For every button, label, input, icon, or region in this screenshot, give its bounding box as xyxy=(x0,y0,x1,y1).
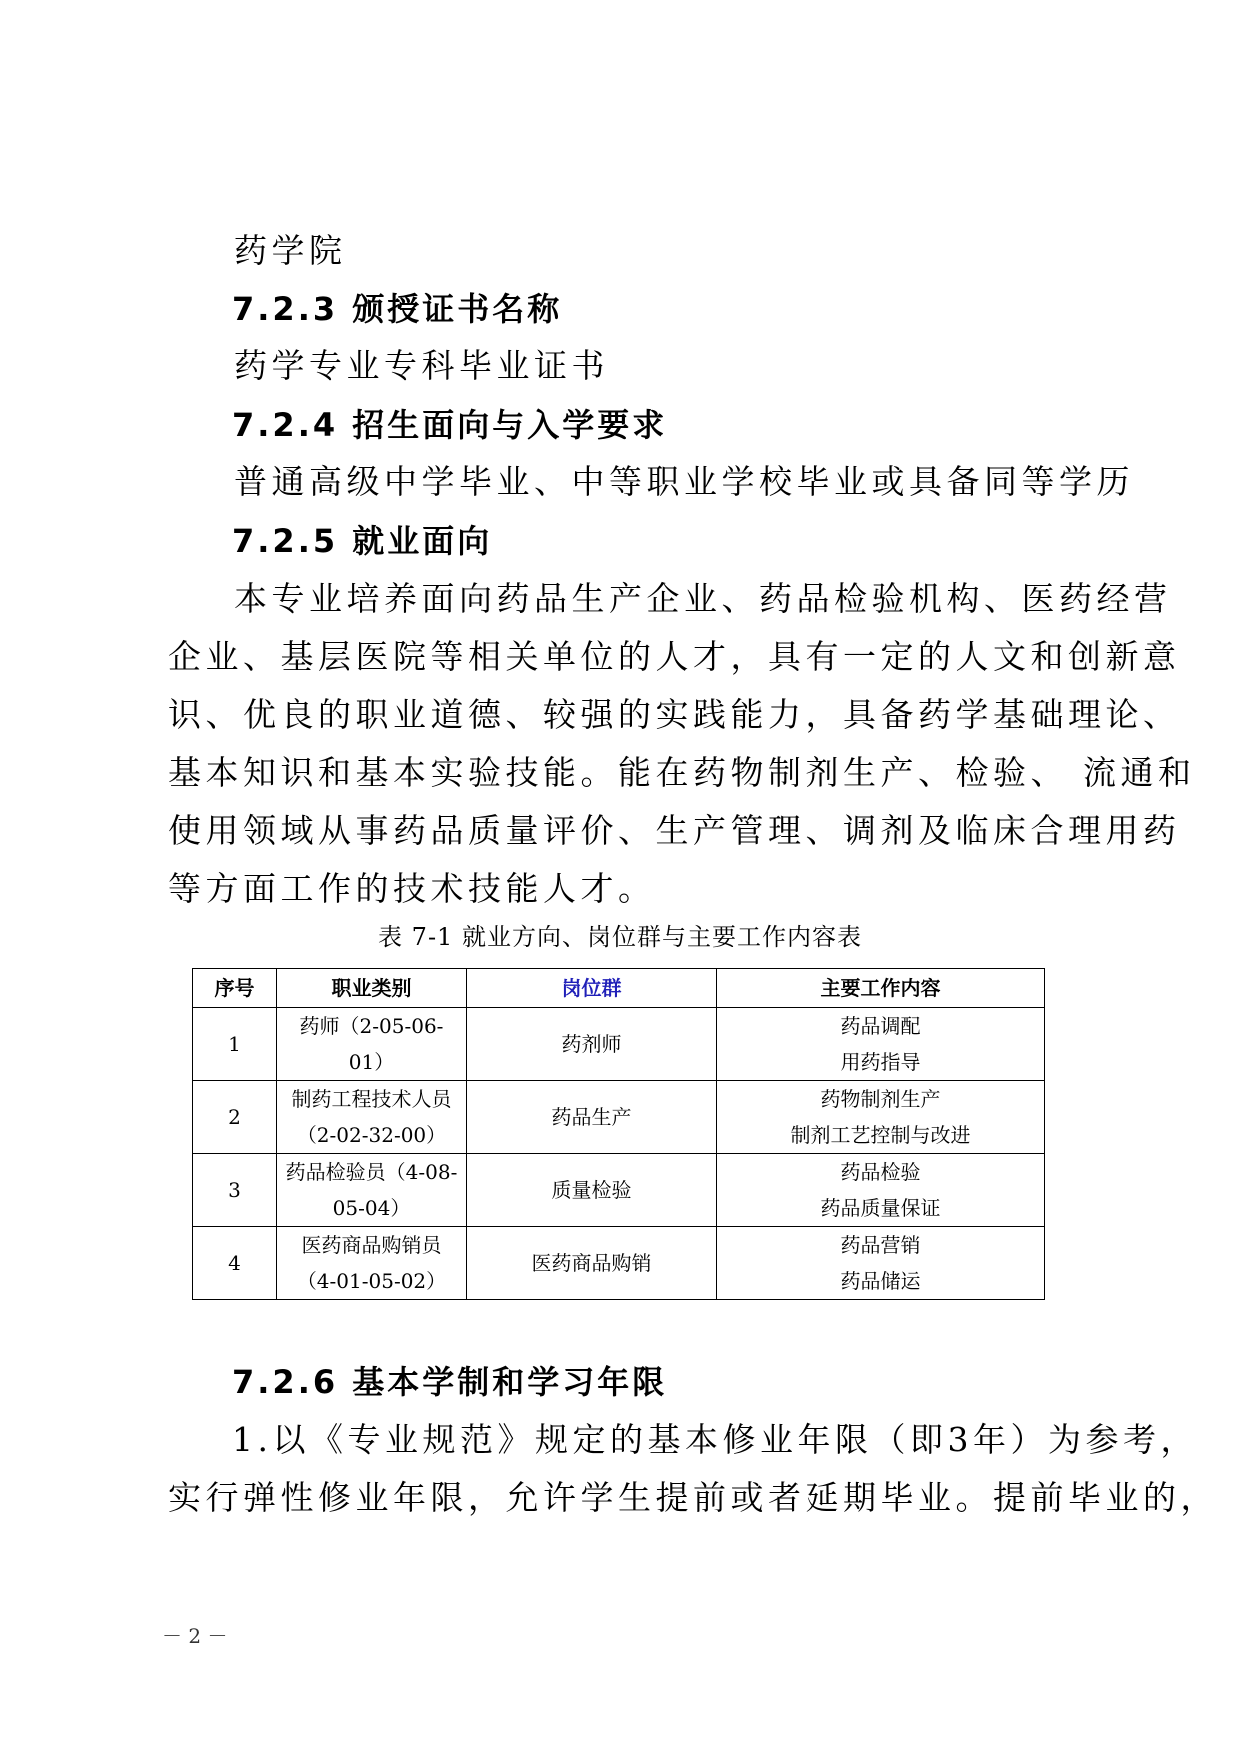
header-work-content: 主要工作内容 xyxy=(717,969,1045,1008)
table-row xyxy=(193,1227,1045,1300)
duration-paragraph-line: 实行弹性修业年限，允许学生提前或者延期毕业。提前毕业的， xyxy=(168,1478,1218,1517)
heading-7-2-4: 7.2.4 招生面向与入学要求 xyxy=(232,406,668,444)
certificate-name: 药学专业专科毕业证书 xyxy=(234,346,609,385)
employment-paragraph-line: 使用领域从事药品质量评价、生产管理、调剂及临床合理用药 xyxy=(168,811,1181,850)
heading-7-2-3: 7.2.3 颁授证书名称 xyxy=(232,290,563,328)
admission-requirement: 普通高级中学毕业、中等职业学校毕业或具备同等学历 xyxy=(234,462,1134,501)
cell-line: （4-01-05-02） xyxy=(296,1269,447,1293)
duration-paragraph-line: 1.以《专业规范》规定的基本修业年限（即3年）为参考， xyxy=(232,1420,1198,1459)
cell-post-group: 药剂师 xyxy=(467,1008,717,1081)
school-name: 药学院 xyxy=(234,231,347,270)
employment-paragraph-line: 基本知识和基本实验技能。能在药物制剂生产、检验、 流通和 xyxy=(168,753,1196,792)
cell-serial: 3 xyxy=(193,1154,277,1227)
cell-occupation xyxy=(277,1227,467,1300)
cell-work-content xyxy=(717,1081,1045,1154)
cell-occupation xyxy=(277,1154,467,1227)
cell-line: 制剂工艺控制与改进 xyxy=(790,1123,971,1147)
header-serial: 序号 xyxy=(193,969,277,1008)
cell-line: 药品质量保证 xyxy=(820,1196,941,1220)
cell-line: （2-02-32-00） xyxy=(296,1123,447,1147)
table-header-row xyxy=(193,969,1045,1008)
cell-occupation xyxy=(277,1008,467,1081)
cell-line: 药品储运 xyxy=(840,1269,921,1293)
heading-7-2-5: 7.2.5 就业面向 xyxy=(232,522,493,560)
cell-line: 制药工程技术人员 xyxy=(291,1087,452,1111)
cell-line: 药品检验员（4-08- xyxy=(285,1160,458,1184)
table-row xyxy=(193,1154,1045,1227)
cell-serial: 2 xyxy=(193,1081,277,1154)
cell-line: 医药商品购销员 xyxy=(301,1233,442,1257)
cell-work-content xyxy=(717,1008,1045,1081)
cell-serial: 1 xyxy=(193,1008,277,1081)
cell-line: 05-04） xyxy=(332,1196,411,1220)
cell-post-group: 质量检验 xyxy=(467,1154,717,1227)
page-number: － 2 － xyxy=(162,1624,228,1648)
employment-paragraph-line: 识、优良的职业道德、较强的实践能力，具备药学基础理论、 xyxy=(168,695,1181,734)
cell-line: 药师（2-05-06- xyxy=(299,1014,444,1038)
cell-post-group: 药品生产 xyxy=(467,1081,717,1154)
heading-7-2-6: 7.2.6 基本学制和学习年限 xyxy=(232,1363,668,1401)
cell-line: 药物制剂生产 xyxy=(820,1087,941,1111)
header-post-group: 岗位群 xyxy=(467,969,717,1008)
employment-paragraph-line: 本专业培养面向药品生产企业、药品检验机构、医药经营 xyxy=(234,579,1172,618)
cell-line: 药品调配 xyxy=(840,1014,921,1038)
cell-line: 01） xyxy=(348,1050,395,1074)
cell-line: 药品营销 xyxy=(840,1233,921,1257)
cell-line: 药品检验 xyxy=(840,1160,921,1184)
table-row xyxy=(193,1008,1045,1081)
header-occupation: 职业类别 xyxy=(277,969,467,1008)
cell-line: 用药指导 xyxy=(840,1050,921,1074)
cell-serial: 4 xyxy=(193,1227,277,1300)
cell-post-group: 医药商品购销 xyxy=(467,1227,717,1300)
cell-occupation xyxy=(277,1081,467,1154)
table-row xyxy=(193,1081,1045,1154)
cell-work-content xyxy=(717,1154,1045,1227)
table-caption: 表 7-1 就业方向、岗位群与主要工作内容表 xyxy=(378,923,862,951)
cell-work-content xyxy=(717,1227,1045,1300)
employment-paragraph-line: 企业、基层医院等相关单位的人才，具有一定的人文和创新意 xyxy=(168,637,1181,676)
employment-paragraph-line: 等方面工作的技术技能人才。 xyxy=(168,869,656,908)
employment-table xyxy=(192,968,1045,1300)
